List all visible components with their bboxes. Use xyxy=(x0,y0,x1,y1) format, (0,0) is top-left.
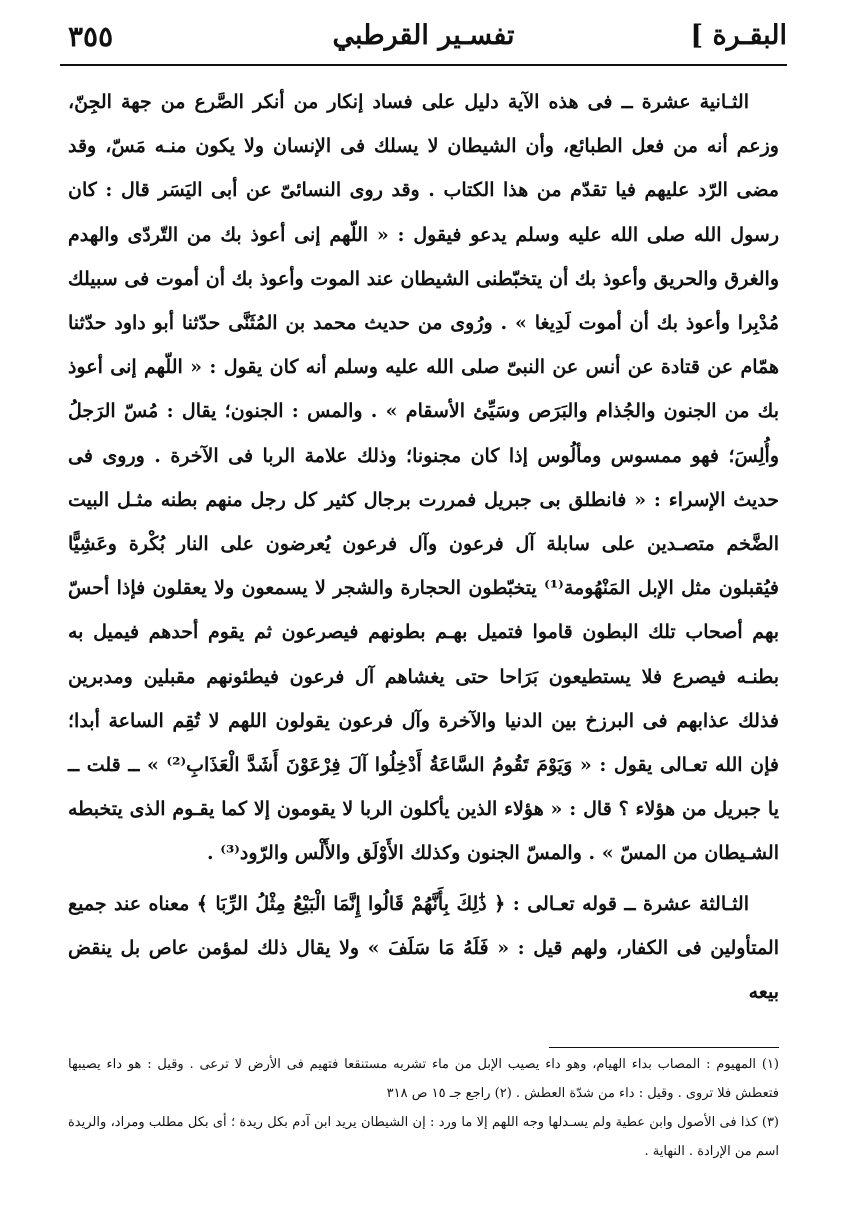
running-header xyxy=(60,14,787,64)
footnote-rule xyxy=(549,1047,779,1048)
paragraph-issue-13: الثـالثة عشرة ــ قوله تعـالى : ﴿ ذَٰلِكَ بِأَنَّهُمْ قَالُوا إِنَّمَا الْبَيْعُ مِثْلُ الرِّبَا ﴾ معناه عند جميع المتأولين فى الكفار، ولهم قيل : « فَلَهُ مَا سَلَفَ » ولا يقال ذلك لمؤمن عاص بل ينقض بيعه xyxy=(68,892,779,1004)
footnotes xyxy=(68,1050,779,1210)
page-number: ٣٥٥ xyxy=(68,20,114,53)
footnote-1-2: (١) المهيوم : المصاب بداء الهيام، وهو داء يصيب الإبل من ماء تشربه مستنقعا فتهيم فى الأرض لا ترعى . وقيل : هو داء يصيبها فتعطش فلا تروى . وقيل : داء من شدّة العطش . (٢) راجع جـ ١٥ ص ٣١٨ xyxy=(68,1057,779,1101)
chapter-title: البقـرة ] xyxy=(690,20,787,51)
book-title: تفسـير القرطبي xyxy=(332,20,515,51)
paragraph-issue-12: الثـانية عشرة ــ فى هذه الآية دليل على فساد إنكار من أنكر الصَّرع من جهة الجِنّ، وزعم أنه من فعل الطبائع، وأن الشيطان لا يسلك فى الإنسان ولا يكون منـه مَسّ، وقد مضى الرّد عليهم فيا تقدّم من هذا الكتاب . وقد روى النسائىّ عن أبى اليَسَر قال : كان رسول الله صلى الله عليه وسلم يدعو فيقول : « اللّهم إنى أعوذ بك من التّردّى والهدم والغرق والحريق وأعوذ بك أن يتخبّطنى الشيطان عند الموت وأعوذ بك أن أموت فى سبيلك مُدْبِرا وأعوذ بك أن أموت لَدِيغا » . ورُوى من حديث محمد بن المُثَنَّى حدّثنا أبو داود حدّثنا همّام عن قتادة عن أنس عن النبىّ صلى الله عليه وسلم أنه كان يقول : « اللّهم إنى أعوذ بك من الجنون والجُذام والبَرَص وسَيِّئ الأسقام » . والمس : الجنون؛ يقال : مُسّ الرَجلُ وأُلِسَ؛ فهو ممسوس ومألُوس إذا كان مجنونا؛ وذلك علامة الربا فى الآخرة . وروى فى حديث الإسراء : « فانطلق بى جبريل فمررت برجال كثير كل رجل منهم بطنه مثـل البيت الضَّخم متصـدين على سابلة آل فرعون وآل فرعون يُعرضون على النار بُكْرة وعَشِيًّا فيُقبلون مثل الإبل المَنْهُومة⁽¹⁾ يتخبّطون الحجارة والشجر لا يسمعون ولا يعقلون فإذا أحسّ بهم أصحاب تلك البطون قاموا فتميل بهـم بطونهم فيصرعون ثم يقوم أحدهم فيميل به بطنـه فيصرع فلا يستطيعون بَرَاحا حتى يغشاهم آل فرعون فيطئونهم مقبلين ومدبرين فذلك عذابهم فى البرزخ بين الدنيا والآخرة وآل فرعون يقولون اللهم لا تُقِم الساعة أبدا؛ فإن الله تعـالى يقول : « وَيَوْمَ تَقُومُ السَّاعَةُ أَدْخِلُوا آلَ فِرْعَوْنَ أَشَدَّ الْعَذَابِ⁽²⁾ » ــ قلت ــ يا جبريل من هؤلاء ؟ قال : « هؤلاء الذين يأكلون الربا لا يقومون إلا كما يقـوم الذى يتخبطه الشـيطان من المسّ » . والمسّ الجنون وكذلك الأَوْلَق والأَلْس والرّود⁽³⁾ . xyxy=(68,91,779,865)
main-text xyxy=(68,80,779,1004)
footnote-3: (٣) كذا فى الأصول وابن عطية ولم يسـدلها وجه اللهم إلا ما ورد : إن الشيطان يريد ابن آدم بكل ريدة ؛ أى بكل مطلب ومراد، والريدة اسم من الإرادة . النهاية . xyxy=(68,1115,779,1159)
header-rule xyxy=(60,64,787,66)
